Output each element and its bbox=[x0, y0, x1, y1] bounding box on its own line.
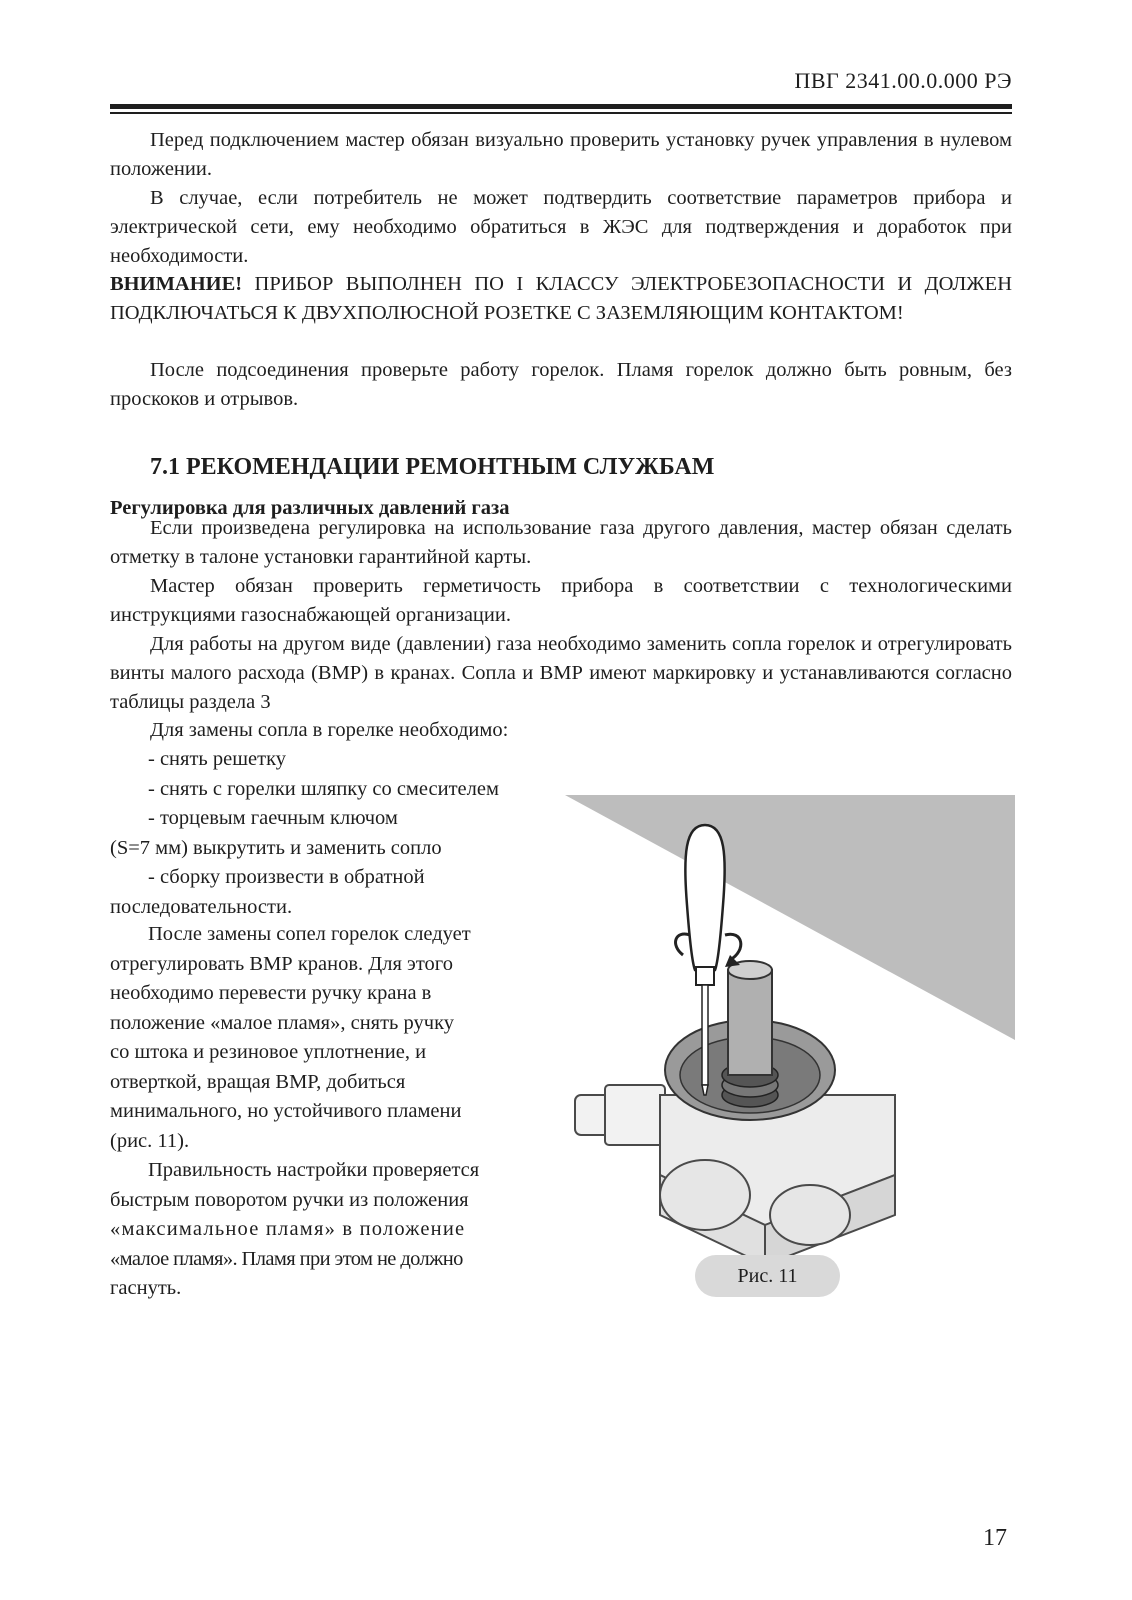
step-item: - снять с горелки шляпку со смесителем bbox=[148, 777, 499, 800]
intro-paragraph-1: Перед подключением мастер обязан визуально проверить установку ручек управления в нулевом положении. bbox=[110, 129, 1012, 180]
step-item-continued: последовательности. bbox=[110, 895, 293, 918]
intro-paragraph-3: После подсоединения проверьте работу горелок. Пламя горелок должно быть ровным, без проскоков и отрывов. bbox=[110, 359, 1012, 410]
text-line: «максимальное пламя» в положение bbox=[110, 1218, 466, 1240]
text-line: Правильность настройки проверяется bbox=[148, 1159, 480, 1181]
text-line: минимального, но устойчивого пламени bbox=[110, 1100, 462, 1122]
step-item: - сборку произвести в обратной bbox=[148, 866, 425, 888]
figure-11-illustration bbox=[565, 795, 1015, 1305]
text-line: необходимо перевести ручку крана в bbox=[110, 982, 432, 1004]
intro-paragraph-2: В случае, если потребитель не может подтвердить соответствие параметров прибора и электрической сети, ему необходимо обратиться в ЖЭС для подтверждения и доработок при необходимости. bbox=[110, 187, 1012, 267]
section-title: 7.1 РЕКОМЕНДАЦИИ РЕМОНТНЫМ СЛУЖБАМ bbox=[150, 454, 715, 480]
background-triangle bbox=[565, 795, 1015, 1040]
figure-caption: Рис. 11 bbox=[695, 1255, 840, 1297]
text-line: После замены сопел горелок следует bbox=[148, 923, 471, 945]
section-paragraph-1: Если произведена регулировка на использование газа другого давления, мастер обязан сделать отметку в талоне установки гарантийной карты. bbox=[110, 517, 1012, 568]
steps-list bbox=[110, 745, 545, 922]
text-line: (рис. 11). bbox=[110, 1129, 190, 1152]
text-line: положение «малое пламя», снять ручку bbox=[110, 1011, 454, 1034]
text-line: «малое пламя». Пламя при этом не должно bbox=[110, 1247, 463, 1270]
document-code: ПВГ 2341.00.0.000 РЭ bbox=[794, 68, 1012, 93]
page-number: 17 bbox=[983, 1525, 1007, 1551]
section-paragraph-4: Для замены сопла в горелке необходимо: bbox=[150, 719, 509, 741]
text-line: гаснуть. bbox=[110, 1277, 182, 1299]
text-line: быстрым поворотом ручки из положения bbox=[110, 1188, 469, 1211]
warning-paragraph: ВНИМАНИЕ! ПРИБОР ВЫПОЛНЕН ПО I КЛАССУ ЭЛЕКТРОБЕЗОПАСНОСТИ И ДОЛЖЕН ПОДКЛЮЧАТЬСЯ К ДВУХПОЛЮСНОЙ РОЗЕТКЕ С ЗАЗЕМЛЯЮЩИМ КОНТАКТОМ! bbox=[110, 273, 1012, 324]
spindle-icon bbox=[722, 961, 778, 1107]
adjustment-paragraph bbox=[110, 920, 545, 1156]
step-item: - снять решетку bbox=[148, 748, 286, 770]
header-rule-thick bbox=[110, 104, 1012, 109]
section-subtitle: Регулировка для различных давлений газа bbox=[110, 497, 510, 519]
step-item-continued: (S=7 мм) выкрутить и заменить сопло bbox=[110, 836, 442, 859]
header-rule-thin bbox=[110, 112, 1012, 114]
section-paragraph-2: Мастер обязан проверить герметичость прибора в соответствии с технологическими инструкциями газоснабжающей организации. bbox=[110, 575, 1012, 626]
section-paragraph-3: Для работы на другом виде (давлении) газа необходимо заменить сопла горелок и отрегулировать винты малого расхода (ВМР) в кранах. Сопла и ВМР имеют маркировку и устанавливаются согласно таблицы раздела 3 bbox=[110, 633, 1012, 713]
text-line: со штока и резиновое уплотнение, и bbox=[110, 1041, 427, 1063]
text-line: отверткой, вращая ВМР, добиться bbox=[110, 1070, 406, 1093]
warning-label: ВНИМАНИЕ! bbox=[110, 273, 243, 295]
text-line: отрегулировать ВМР кранов. Для этого bbox=[110, 952, 453, 975]
check-paragraph bbox=[110, 1156, 545, 1304]
step-item: - торцевым гаечным ключом bbox=[148, 807, 398, 829]
